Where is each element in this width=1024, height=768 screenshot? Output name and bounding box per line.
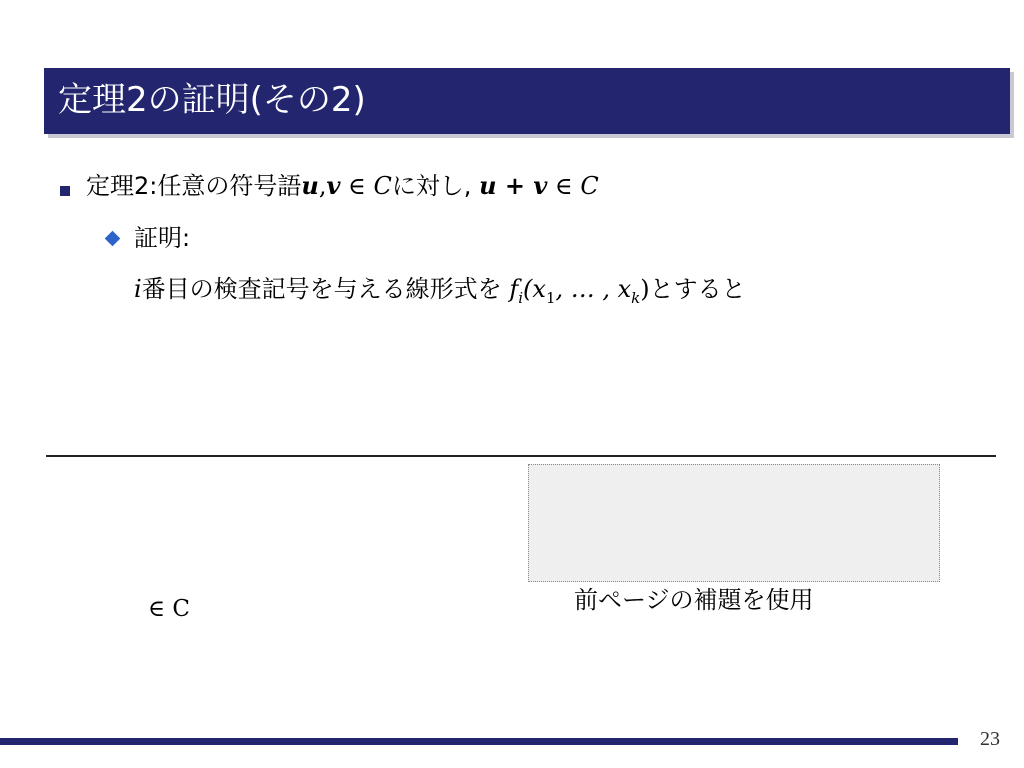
highlight-box [528,464,940,582]
proof-label: 証明: [134,224,191,252]
sum-rule-line [46,455,996,457]
square-bullet-icon [60,186,70,196]
membership-conclusion: ∈ C [148,596,190,622]
page-title: 定理2の証明(その2) [58,80,366,120]
page-number: 23 [980,728,1000,750]
linear-form-definition: i番目の検査記号を与える線形式を $f_i(x_1$, … , $x_k$)とすると [134,275,746,307]
footer-bar [0,738,958,745]
lemma-note: 前ページの補題を使用 [574,586,814,614]
diamond-bullet-icon [105,231,121,247]
title-bar [44,68,1010,134]
theorem-statement: 定理2:任意の符号語u,v ∈ Cに対し, u + v ∈ C [86,171,599,200]
